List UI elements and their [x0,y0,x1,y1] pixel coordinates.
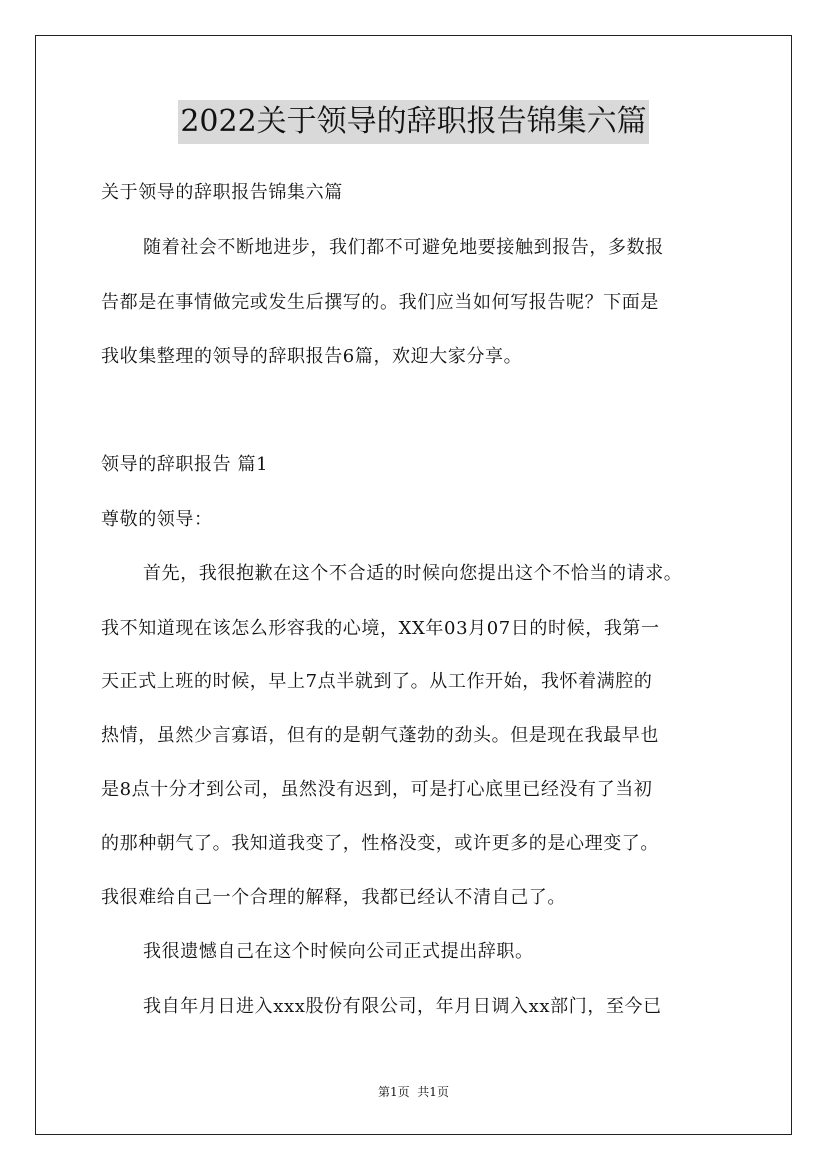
body-line-1: 首先，我很抱歉在这个不合适的时候向您提出这个不恰当的请求。 [143,563,683,584]
intro-line-3: 我收集整理的领导的辞职报告6篇，欢迎大家分享。 [101,346,523,367]
body-line-9: 我自年月日进入xxx股份有限公司，年月日调入xx部门，至今已 [143,996,662,1017]
body-line-4: 热情，虽然少言寡语，但有的是朝气蓬勃的劲头。但是现在我最早也 [101,725,659,746]
title-container [0,100,827,144]
document-title: 2022关于领导的辞职报告锦集六篇 [178,100,648,144]
body-line-6: 的那种朝气了。我知道我变了，性格没变，或许更多的是心理变了。 [101,833,659,854]
intro-line-1: 随着社会不断地进步，我们都不可避免地要接触到报告，多数报 [143,237,664,258]
section-heading: 领导的辞职报告 篇1 [101,454,269,475]
body-line-2: 我不知道现在该怎么形容我的心境，XX年03月07日的时候，我第一 [101,618,660,639]
intro-line-2: 告都是在事情做完或发生后撰写的。我们应当如何写报告呢？下面是 [101,292,659,313]
body-line-8: 我很遗憾自己在这个时候向公司正式提出辞职。 [143,941,534,962]
body-line-5: 是8点十分才到公司，虽然没有迟到，可是打心底里已经没有了当初 [101,779,653,800]
document-subtitle: 关于领导的辞职报告锦集六篇 [101,182,343,203]
page-footer: 第1页 共1页 [378,1085,449,1099]
body-line-7: 我很难给自己一个合理的解释，我都已经认不清自己了。 [101,887,566,908]
salutation: 尊敬的领导： [101,509,213,530]
body-line-3: 天正式上班的时候，早上7点半就到了。从工作开始，我怀着满腔的 [101,671,653,692]
